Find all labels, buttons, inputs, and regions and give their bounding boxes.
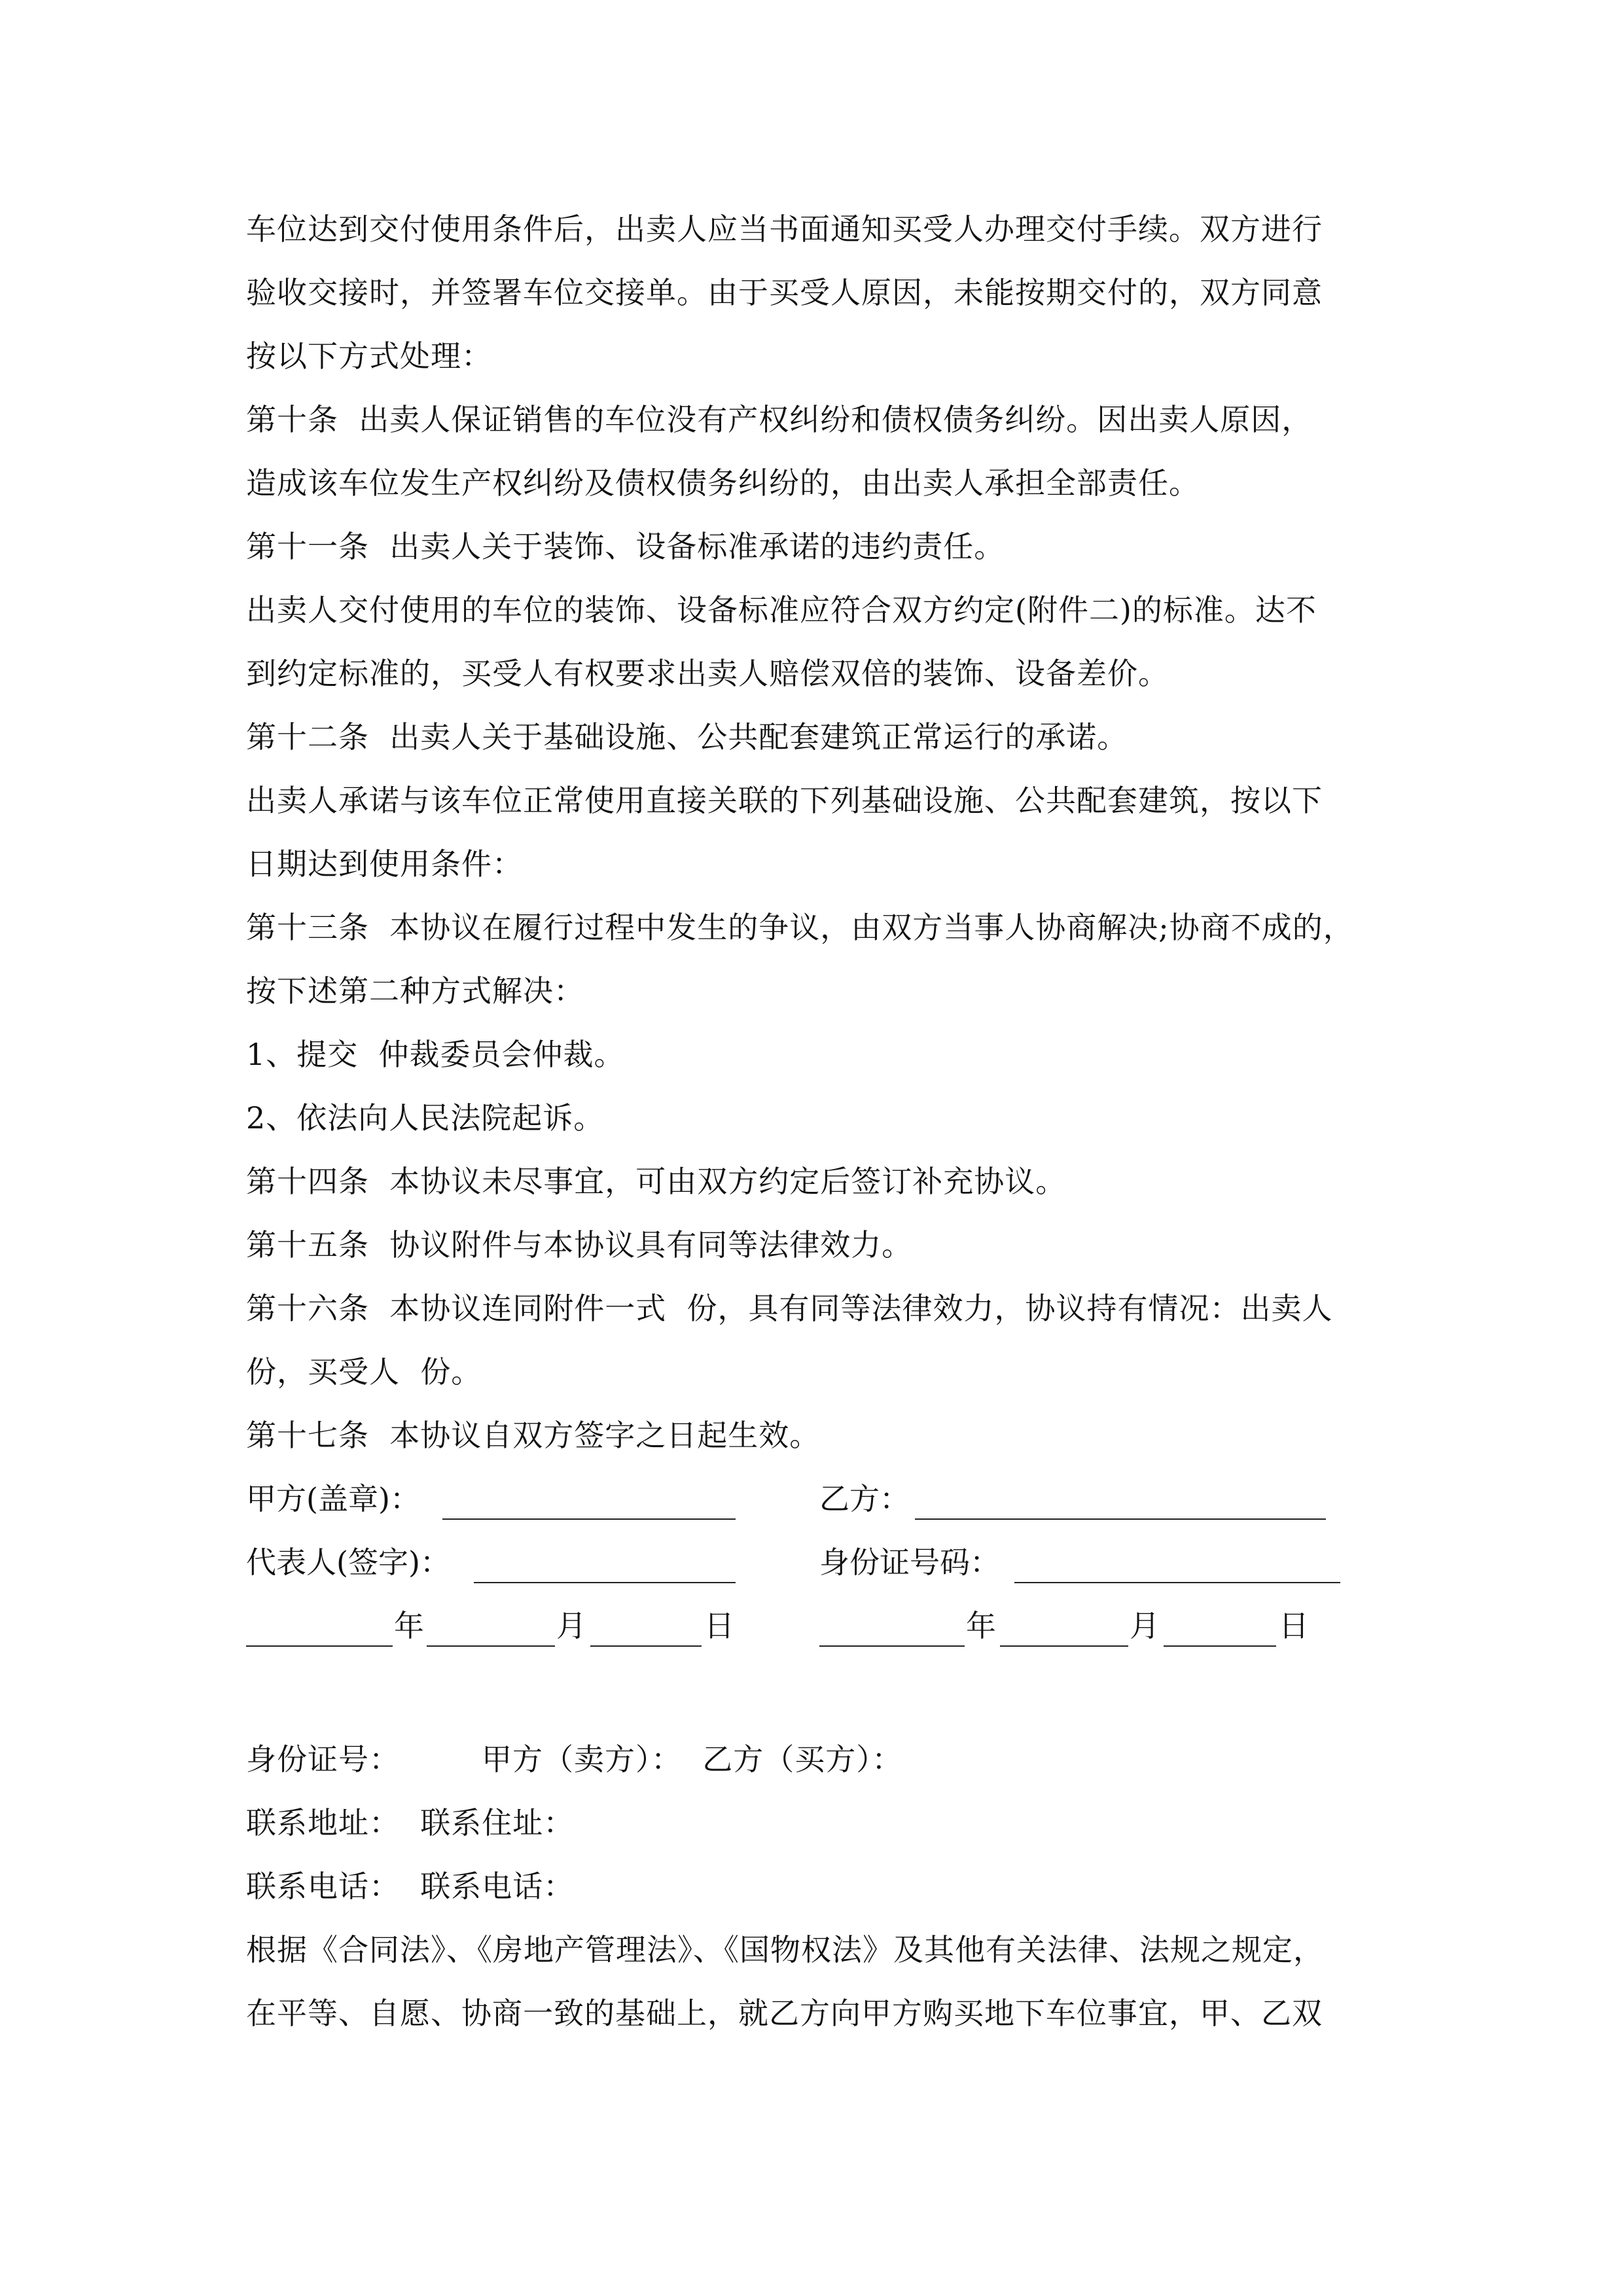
party-a-label: 甲方(盖章)： bbox=[246, 1481, 420, 1516]
party-a-blank[interactable] bbox=[442, 1518, 736, 1520]
party-b-label: 乙方： bbox=[819, 1481, 910, 1516]
clause-12-heading: 第十二条 出卖人关于基础设施、公共配套建筑正常运行的承诺。 bbox=[246, 719, 1128, 755]
date-b-year-blank[interactable] bbox=[819, 1645, 965, 1647]
body-line: 到约定标准的，买受人有权要求出卖人赔偿双倍的装饰、设备差价。 bbox=[246, 656, 1169, 691]
clause-10-heading: 第十条 出卖人保证销售的车位没有产权纠纷和债权债务纠纷。因出卖人原因， bbox=[246, 402, 1313, 437]
body-line: 出卖人承诺与该车位正常使用直接关联的下列基础设施、公共配套建筑，按以下 bbox=[246, 783, 1323, 818]
id-parties-line: 身份证号： 甲方（卖方）： 乙方（买方）： bbox=[246, 1742, 903, 1777]
body-line: 造成该车位发生产权纠纷及债权债务纠纷的，由出卖人承担全部责任。 bbox=[246, 465, 1200, 501]
contact-phone-line: 联系电话： 联系电话： bbox=[246, 1869, 575, 1904]
clause-11-heading: 第十一条 出卖人关于装饰、设备标准承诺的违约责任。 bbox=[246, 529, 1005, 564]
date-b-month-blank[interactable] bbox=[1000, 1645, 1128, 1647]
list-item: 2、依法向人民法院起诉。 bbox=[246, 1100, 605, 1136]
clause-16-heading: 第十六条 本协议连同附件一式 份，具有同等法律效力，协议持有情况：出卖人 bbox=[246, 1291, 1333, 1326]
body-line: 根据《合同法》、《房地产管理法》、《国物权法》及其他有关法律、法规之规定， bbox=[246, 1932, 1324, 1967]
list-item: 1、提交 仲裁委员会仲裁。 bbox=[246, 1037, 625, 1072]
body-line: 车位达到交付使用条件后，出卖人应当书面通知买受人办理交付手续。双方进行 bbox=[246, 211, 1323, 247]
clause-14-heading: 第十四条 本协议未尽事宜，可由双方约定后签订补充协议。 bbox=[246, 1164, 1067, 1199]
id-number-label: 身份证号码： bbox=[819, 1545, 1000, 1580]
month-char: 月 bbox=[1130, 1608, 1160, 1643]
representative-blank[interactable] bbox=[474, 1582, 736, 1583]
body-line: 日期达到使用条件： bbox=[246, 846, 523, 882]
body-line: 验收交接时，并签署车位交接单。由于买受人原因，未能按期交付的，双方同意 bbox=[246, 275, 1323, 310]
year-char: 年 bbox=[966, 1608, 996, 1643]
month-char: 月 bbox=[556, 1608, 586, 1643]
year-char: 年 bbox=[394, 1608, 424, 1643]
representative-label: 代表人(签字)： bbox=[246, 1545, 450, 1580]
clause-15-heading: 第十五条 协议附件与本协议具有同等法律效力。 bbox=[246, 1227, 913, 1263]
body-line: 出卖人交付使用的车位的装饰、设备标准应符合双方约定(附件二)的标准。达不 bbox=[246, 592, 1317, 628]
body-line: 按下述第二种方式解决： bbox=[246, 973, 584, 1009]
body-line: 按以下方式处理： bbox=[246, 338, 492, 374]
day-char: 日 bbox=[704, 1608, 734, 1643]
date-b-day-blank[interactable] bbox=[1164, 1645, 1276, 1647]
body-line: 份，买受人 份。 bbox=[246, 1354, 482, 1390]
body-line: 在平等、自愿、协商一致的基础上，就乙方向甲方购买地下车位事宜，甲、乙双 bbox=[246, 1996, 1323, 2031]
party-b-blank[interactable] bbox=[915, 1518, 1326, 1520]
clause-13-heading: 第十三条 本协议在履行过程中发生的争议，由双方当事人协商解决;协商不成的， bbox=[246, 910, 1354, 945]
date-a-year-blank[interactable] bbox=[246, 1645, 393, 1647]
contact-address-line: 联系地址： 联系住址： bbox=[246, 1805, 575, 1840]
date-a-day-blank[interactable] bbox=[590, 1645, 702, 1647]
id-number-blank[interactable] bbox=[1014, 1582, 1340, 1583]
day-char: 日 bbox=[1279, 1608, 1309, 1643]
date-a-month-blank[interactable] bbox=[427, 1645, 555, 1647]
clause-17-heading: 第十七条 本协议自双方签字之日起生效。 bbox=[246, 1418, 821, 1453]
